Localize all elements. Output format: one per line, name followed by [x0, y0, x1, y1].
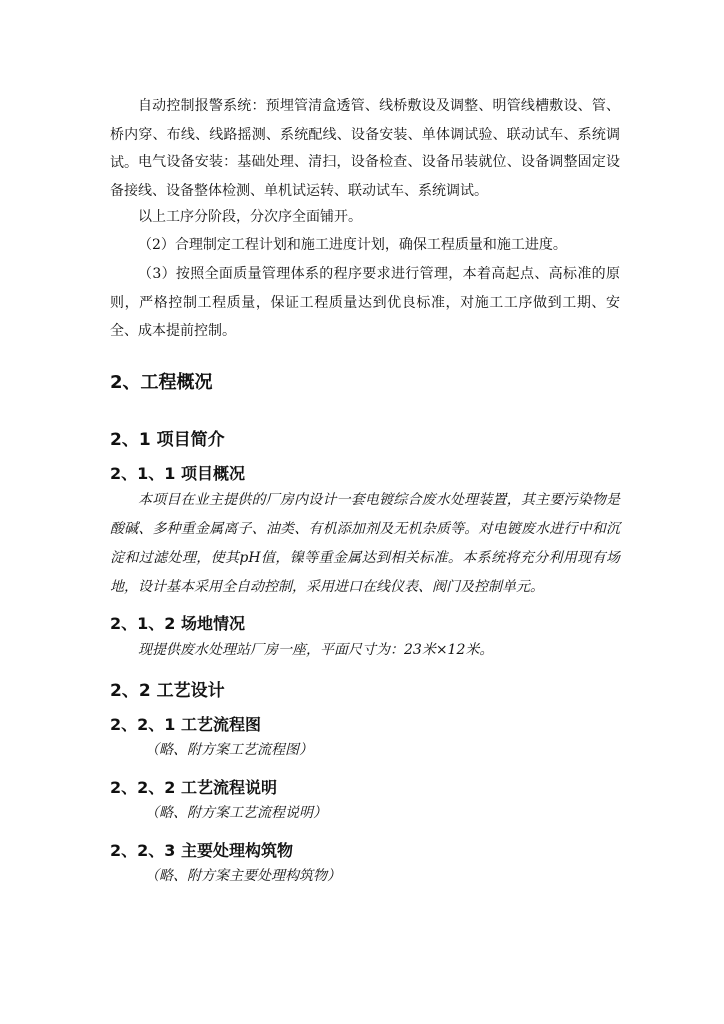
- section-2-2-heading: 2、2 工艺设计: [110, 681, 225, 701]
- project-overview-paragraph: 本项目在业主提供的厂房内设计一套电镀综合废水处理装置，其主要污染物是酸碱、多种重金属离子、油类、有机添加剂及无机杂质等。对电镀废水进行中和沉淀和过滤处理，使其pH值，镍等重金属达到相关标准。本系统将充分利用现有场地，设计基本采用全自动控制，采用进口在线仪表、阀门及控制单元。: [110, 492, 620, 595]
- phase-paragraph: 以上工序分阶段，分次序全面铺开。: [138, 209, 362, 225]
- section-2-2-1-heading: 2、2、1 工艺流程图: [110, 715, 261, 734]
- main-structures-note: （略、附方案主要处理构筑物）: [145, 868, 341, 884]
- section-2-1-2-heading: 2、1、2 场地情况: [110, 614, 245, 633]
- section-2-2-3-heading: 2、2、3 主要处理构筑物: [110, 841, 293, 860]
- auto-control-paragraph: 自动控制报警系统：预埋管清盒透管、线桥敷设及调整、明管线槽敷设、管、桥内穿、布线、线路摇测、系统配线、设备安装、单体调试验、联动试车、系统调试。: [110, 98, 620, 171]
- section-2-1-heading: 2、1 项目简介: [110, 430, 225, 450]
- section-2-1-1-heading: 2、1、1 项目概况: [110, 464, 245, 483]
- electrical-install-paragraph: 电气设备安装：基础处理、清扫，设备检查、设备吊装就位、设备调整固定设备接线、设备整体检测、单机试运转、联动试车、系统调试。: [110, 154, 620, 199]
- process-flow-description-note: （略、附方案工艺流程说明）: [145, 805, 327, 821]
- section-2-2-2-heading: 2、2、2 工艺流程说明: [110, 778, 277, 797]
- process-flow-diagram-note: （略、附方案工艺流程图）: [145, 742, 313, 758]
- section-2-heading: 2、工程概况: [110, 372, 213, 393]
- quality-paragraph: （3）按照全面质量管理体系的程序要求进行管理，本着高起点、高标准的原则，严格控制工程质量，保证工程质量达到优良标准，对施工工序做到工期、安全、成本提前控制。: [110, 266, 620, 339]
- plan-paragraph: （2）合理制定工程计划和施工进度计划，确保工程质量和施工进度。: [138, 237, 567, 253]
- site-conditions-paragraph: 现提供废水处理站厂房一座，平面尺寸为：23米×12米。: [138, 642, 494, 658]
